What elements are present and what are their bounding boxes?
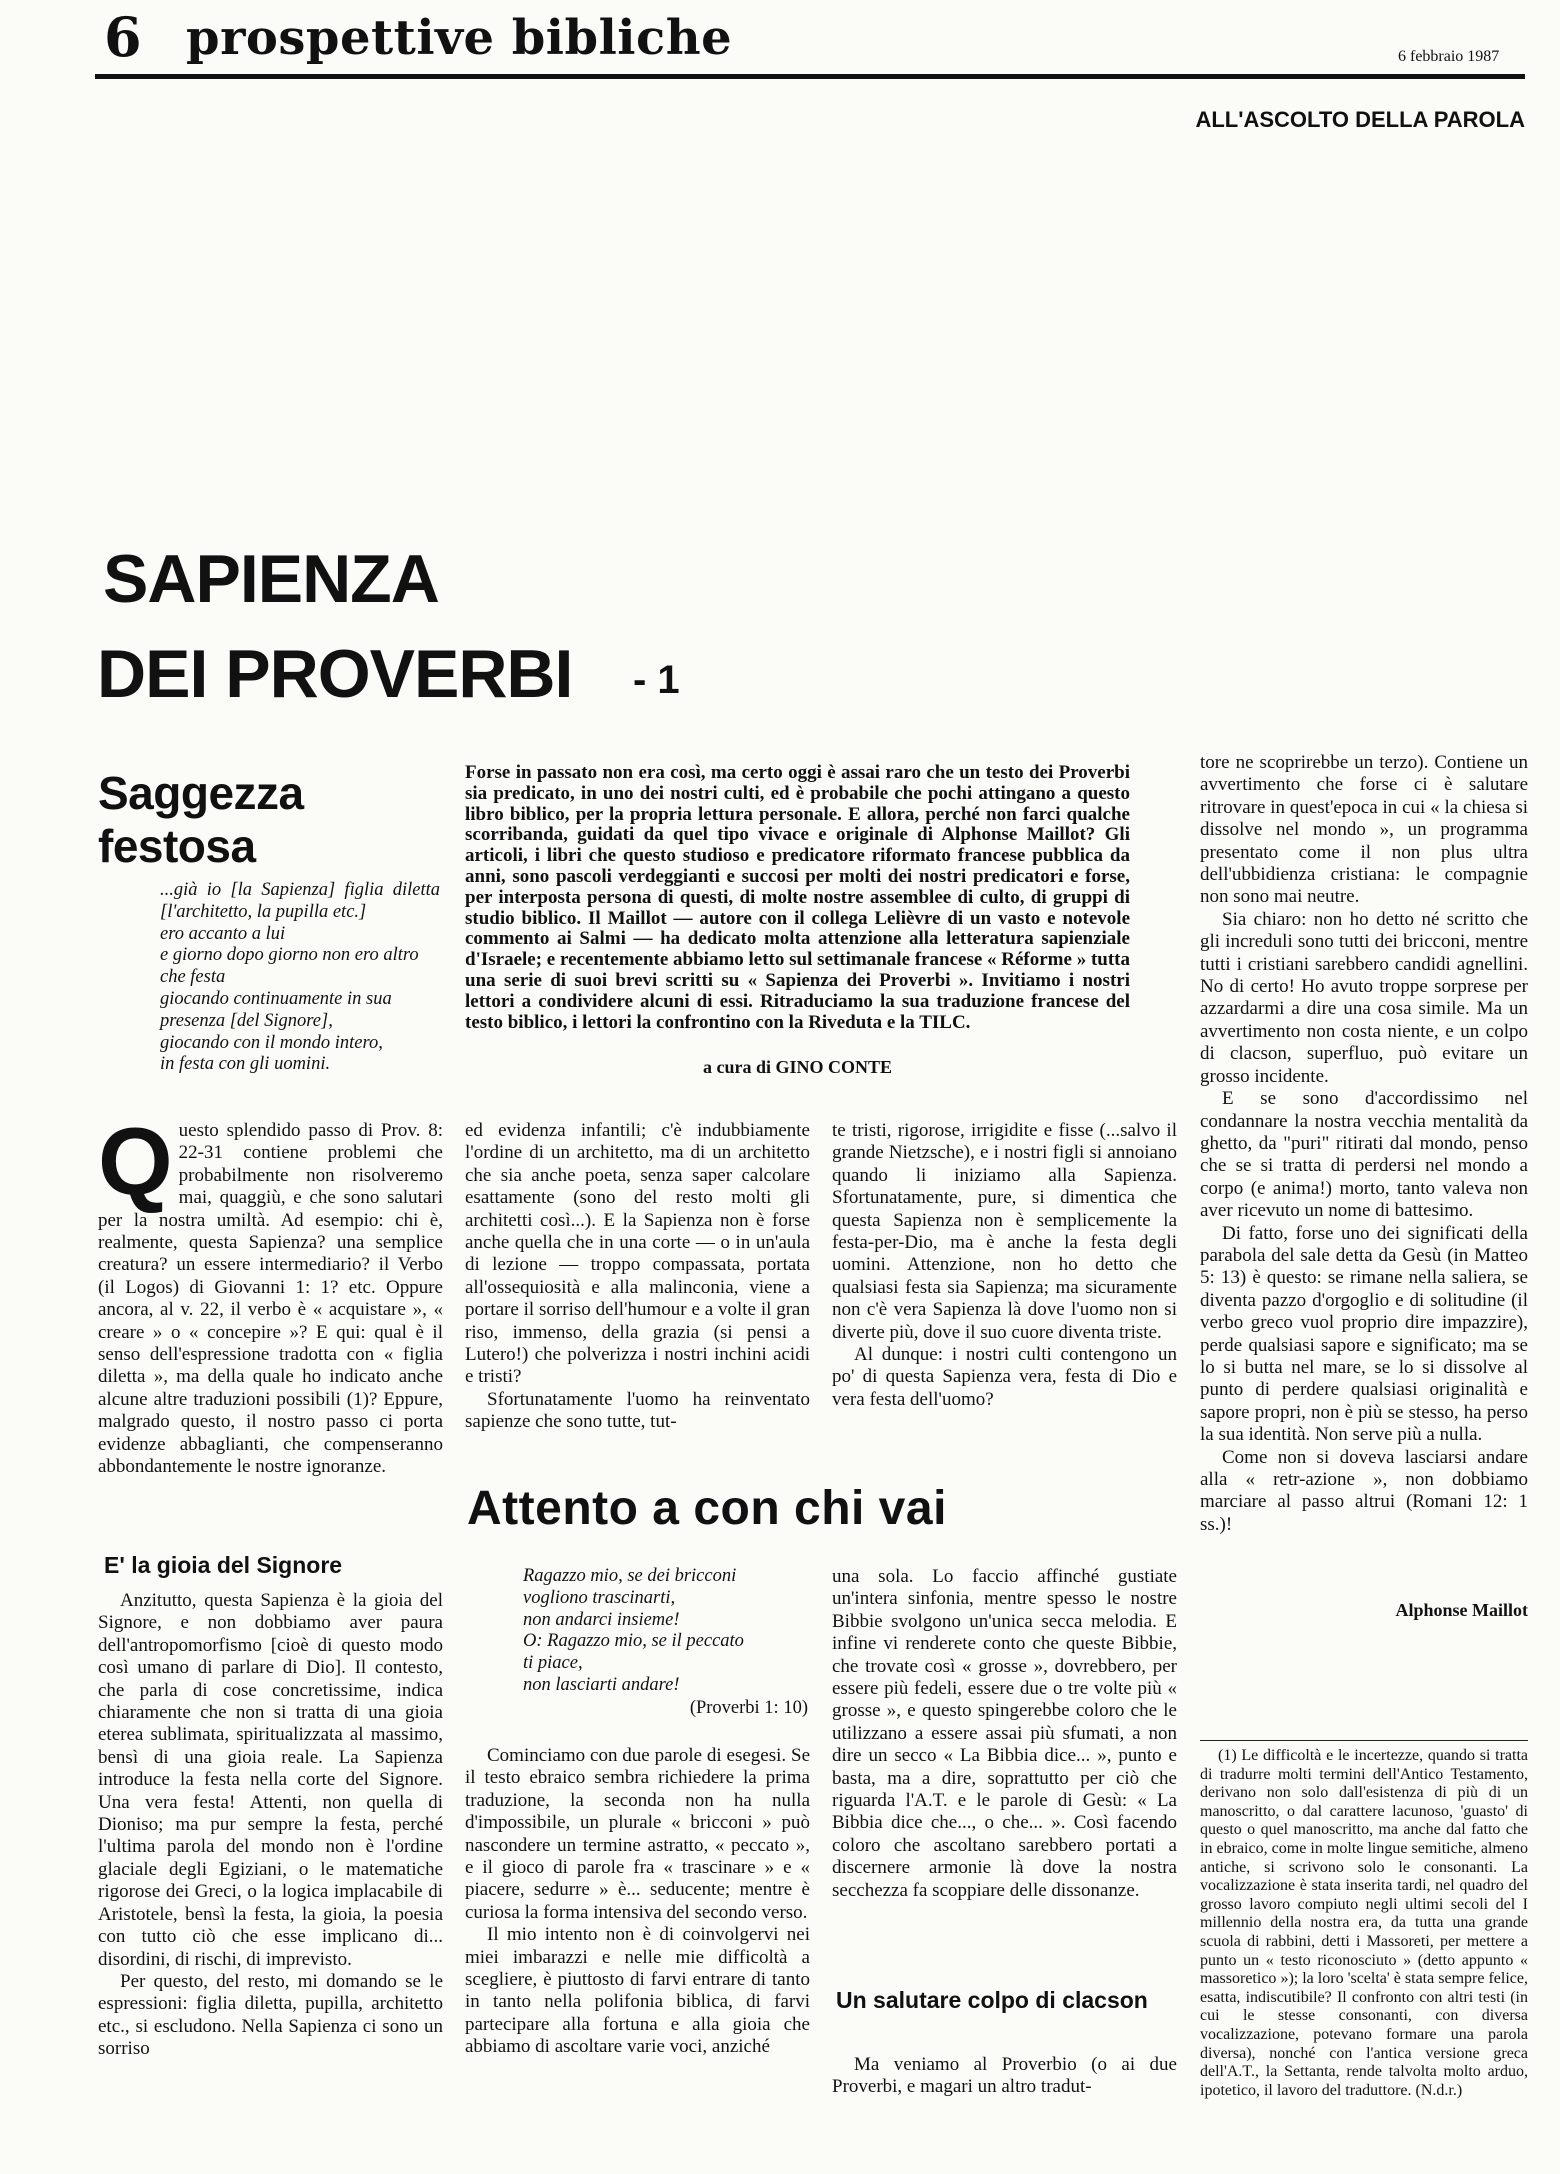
article-heading-attento: Attento a con chi vai xyxy=(467,1482,947,1535)
article-heading-saggezza: Saggezza festosa xyxy=(98,767,304,872)
epigraph-line: giocando con il mondo intero, xyxy=(160,1032,383,1053)
main-title-line1: SAPIENZA xyxy=(103,541,439,617)
epigraph-line: in festa con gli uomini. xyxy=(160,1054,331,1075)
paragraph: E se sono d'accordissimo nel condannare la nostra vecchia mentalità da ghetto, da "puri" ritirati dal mondo, penso che se si tratta di perdersi nel mondo a corpo (e anima!) morto, tanto valeva non aver ricevuto un nome di battesimo. xyxy=(1200,1088,1528,1222)
paragraph: ed evidenza infantili; c'è indubbiamente l'ordine di un architetto, ma di un architetto che sia anche poeta, senza saper calcolare esattamente (sono del resto molti gli architetti così...). E la Sapienza non è forse anche quella che in una corte — o in un'aula di lezione — troppo compassata, portata all'ossequiosità e alla malinconia, viene a portare il sorriso dell'humour e a volte il gran riso, immenso, della grazia (si pensi a Lutero!) che polverizza i nostri inchini acidi e tristi? xyxy=(465,1120,810,1388)
footnote-text: (1) Le difficoltà e le incertezze, quando si tratta di tradurre molti termini dell'Antico Testamento, derivano non solo dall'esistenza di più di un manoscritto, o dal carattere lacunoso, 'guasto' di questo o quel manoscritto, ma anche dal fatto che in ebraico, come in molte lingue semitiche, almeno antiche, si scrivono solo le consonanti. La vocalizzazione è stata inserita tardi, nel quadro del grosso lavoro compiuto negli ultimi secoli del I millennio della nostra era, da tutta una grande scuola di rabbini, detti i Massoreti, per mettere a punto un « testo riconosciuto » (detto appunto « massoretico »); la loro 'scelta' è stata sempre felice, esatta, indiscutibile? Il confronto con altri testi (in cui le stesse consonanti, con diversa vocalizzazione, potevano formare una parola diversa), nonché con l'antica versione greca dell'A.T., la Settanta, rende talvolta molto arduo, ipotetico, il lavoro del traduttore. (N.d.r.) xyxy=(1200,1747,1528,2099)
epigraph-line: e giorno dopo giorno non ero altro che festa xyxy=(160,945,419,988)
paragraph: Sia chiaro: non ho detto né scritto che gli increduli sono tutti dei bricconi, mentre tutti i cristiani sarebbero candidi agnellini. No di certo! Ho avuto troppe sorprese per azzardarmi a dire una cosa simile. Ma un avvertimento non costa niente, e un colpo di clacson, superfluo, può evitare un grosso incidente. xyxy=(1200,908,1528,1087)
quote-line: non andarci insieme! xyxy=(523,1609,680,1630)
masthead-rule xyxy=(95,74,1525,79)
paragraph: Cominciamo con due parole di esegesi. Se il testo ebraico sembra richiedere la prima traduzione, la seconda non ha nulla d'impossibile, un plurale « bricconi » può nascondere un termine astratto, « peccato », e il gioco di parole fra « trascinare » e « piacere, sedurre » è... seducente; mentre è curiosa la forma intensiva del secondo verso. xyxy=(465,1745,810,1923)
page-number: 6 xyxy=(104,5,142,69)
paragraph: Sfortunatamente l'uomo ha reinventato sapienze che sono tutte, tut- xyxy=(465,1388,810,1433)
bible-quote xyxy=(523,1566,808,1697)
quote-line: non lasciarti andare! xyxy=(523,1674,680,1695)
quote-line: O: Ragazzo mio, se il peccato xyxy=(523,1631,744,1652)
paragraph: una sola. Lo faccio affinché gustiate un'intera sinfonia, mentre spesso le nostre Bibbie svolgono un'unica secca melodia. E infine vi renderete conto che queste Bibbie, che trovate così « grosse », dovrebbero, per essere più fedeli, essere due o tre volte più « grosse », e questo spingerebbe coloro che le utilizzano a essere assai più sfumati, a non dire un secco « La Bibbia dice... », punto e basta, ma a dire, soprattutto per ciò che riguarda l'A.T. e le parole di Gesù: « La Bibbia dice che..., o che... ». Così facendo coloro che ascoltano sarebbero portati a discernere armonie là dove la nostra secchezza fa scoppiare delle dissonanze. xyxy=(832,1566,1177,1901)
article1-column1 xyxy=(98,1590,443,2061)
main-title-line2: DEI PROVERBI xyxy=(97,636,573,712)
paragraph: Anzitutto, questa Sapienza è la gioia del Signore, e non dobbiamo aver paura dell'antropomorfismo [cioè di questo modo così umano di parlare di Dio]. Il contesto, che parla di cose concretissime, indica chiaramente che non si tratta di una gioia eterea sublimata, spiritualizzata al massimo, bensì di una gioia reale. La Sapienza introduce la festa nella corte del Signore. Una vera festa! Attenti, non quella di Dioniso; ma pur sempre la festa, perché l'ultima parola del mondo non è l'ordine glaciale degli Egiziani, o le matematiche rigorose dei Greci, o la logica implacabile di Aristotele, bensì la festa, la gioia, la poesia con tutto ciò che esse implicano di... disordini, di rischi, di imprevisto. xyxy=(98,1590,443,1970)
subheading-clacson: Un salutare colpo di clacson xyxy=(836,1987,1148,2013)
section-title: prospettive bibliche xyxy=(186,10,733,66)
paragraph: te tristi, rigorose, irrigidite e fisse (...salvo il grande Nietzsche), e i nostri figli si annoiano quando li iniziamo alla Sapienza. Sfortunatamente, pure, si dimentica che questa Sapienza non è semplicemente la festa-per-Dio, ma è anche la festa degli uomini. Attenzione, non ho detto che qualsiasi festa sia Sapienza; ma sicuramente non c'è vera Sapienza là dove l'uomo non si diverte più, dove il suo cuore diventa triste. xyxy=(832,1120,1177,1343)
part-number: - 1 xyxy=(633,658,680,702)
rubric-label: ALL'ASCOLTO DELLA PAROLA xyxy=(1195,107,1525,132)
article2-column3 xyxy=(832,1566,1177,1902)
epigraph-line: ...già io [la Sapienza] figlia diletta [l'architetto, la pupilla etc.] xyxy=(160,880,440,922)
epigraph-line: giocando continuamente in sua presenza [del Signore], xyxy=(160,988,392,1031)
article1-column3 xyxy=(832,1120,1177,1411)
footnote xyxy=(1200,1740,1528,2100)
lead-paragraph xyxy=(98,1108,443,1479)
subheading-gioia: E' la gioia del Signore xyxy=(104,1552,343,1578)
paragraph: Per questo, del resto, mi domando se le espressioni: figlia diletta, pupilla, architetto etc., si escludono. Nella Sapienza ci sono un sorriso xyxy=(98,1970,443,2060)
quote-line: ti piace, xyxy=(523,1653,583,1674)
paragraph: Il mio intento non è di coinvolgervi nei miei imbarazzi e nelle mie difficoltà a scegliere, è piuttosto di farvi entrare di tanto in tanto nella polifonia biblica, di farvi partecipare alla fortuna e alla gioia che abbiamo di ascoltare varie voci, anziché xyxy=(465,1924,810,2058)
paragraph: Come non si doveva lasciarsi andare alla « retr-azione », non dobbiamo marciare al passo altrui (Romani 12: 1 ss.)! xyxy=(1200,1446,1528,1535)
quote-line: Ragazzo mio, se dei bricconi xyxy=(523,1566,737,1586)
quote-line: vogliono trascinarti, xyxy=(523,1587,676,1608)
paragraph: Al dunque: i nostri culti contengono un po' di questa Sapienza vera, festa di Dio e vera festa dell'uomo? xyxy=(832,1344,1177,1410)
article1-column2 xyxy=(465,1120,810,1434)
editor-credit: a cura di GINO CONTE xyxy=(702,1057,893,1077)
article2-column4 xyxy=(1200,752,1528,1536)
quote-reference: (Proverbi 1: 10) xyxy=(689,1698,808,1718)
drop-cap: Q xyxy=(98,1108,173,1215)
author-signature: Alphonse Maillot xyxy=(1395,1600,1528,1620)
article2-column3-end xyxy=(832,2054,1177,2099)
intro-text: Forse in passato non era così, ma certo oggi è assai raro che un testo dei Proverbi sia predicato, in uno dei nostri culti, ed è probabile che pochi attingano a questo libro biblico, per la propria lettura personale. E allora, perché non farci qualche scorribanda, guidati da quel tipo vivace e originale di Alphonse Maillot? Gli articoli, i libri che questo studioso e predicatore riformato francese pubblica da anni, sono pascoli verdeggianti e succosi per molti dei nostri predicatori e forse, per interposta persona di questi, di molte nostre assemblee di culto, di gruppi di studio biblico. Il Maillot — autore con il collega Lelièvre di un vasto e notevole commento ai Salmi — ha dedicato molta attenzione alla letteratura sapienziale d'Israele; e recentemente abbiamo letto sul settimanale francese « Réforme » tutta una serie di suoi brevi scritti su « Sapienza dei Proverbi ». Invitiamo i nostri lettori a condividere alcuni di essi. Ritraduciamo la sua traduzione francese del testo biblico, i lettori la confrontino con la Riveduta e la TILC. xyxy=(465,762,1130,1033)
epigraph-line: ero accanto a lui xyxy=(160,923,286,944)
lead-text: uesto splendido passo di Prov. 8: 22-31 contiene problemi che probabilmente non risolveremo mai, quaggiù, e che sono salutari per la nostra umiltà. Ad esempio: chi è, realmente, questa Sapienza? una semplice creatura? un essere intermediario? il Verbo (il Logos) di Giovanni 1: 1? etc. Oppure ancora, al v. 22, il verbo è « acquistare », « creare » o « concepire »? E qui: qual è il senso dell'espressione tradotta con « figlia diletta », ma della quale ho indicato anche alcune altre traduzioni possibili (1)? Eppure, malgrado questo, il nostro passo ci porta evidenze abbaglianti, che compenseranno abbondantemente le nostre ignoranze. xyxy=(98,1120,443,1478)
article2-column2 xyxy=(465,1745,810,2059)
paragraph: Di fatto, forse uno dei significati della parabola del sale detta da Gesù (in Matteo 5: 13) è questo: se rimane nella saliera, se diventa pazzo d'orgoglio e di solitudine (il verbo greco vuol proprio dire impazzire), perde qualsiasi sapore e significato; ma se lo si butta nel mare, se lo si dissolve al punto di perdere qualsiasi originalità e sapore propri, non è più se stesso, ha perso la sua identità. Non serve più a nulla. xyxy=(1200,1222,1528,1446)
paragraph: tore ne scoprirebbe un terzo). Contiene un avvertimento che forse ci è salutare ritrovare in quest'epoca in cui « la chiesa si dissolve nel mondo », un programma presentato come il non plus ultra dell'ubbidienza cristiana: le compagnie non sono mai neutre. xyxy=(1200,752,1528,908)
paragraph: Ma veniamo al Proverbio (o ai due Proverbi, e magari un altro tradut- xyxy=(832,2054,1177,2098)
epigraph xyxy=(160,880,440,1076)
issue-date: 6 febbraio 1987 xyxy=(1398,48,1500,65)
